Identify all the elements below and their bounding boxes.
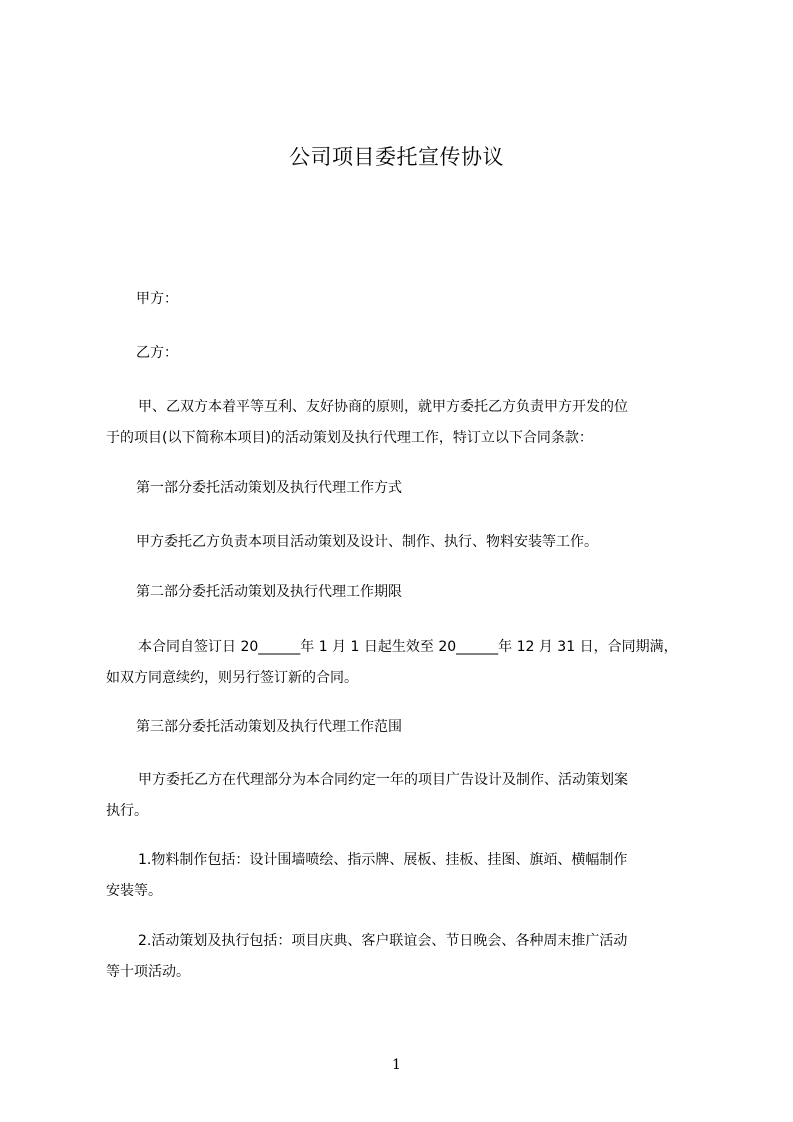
- section-3-body: [106, 765, 716, 827]
- party-b-label: [106, 338, 746, 369]
- section-2-body-line-1: 本合同自签订日 20______年 1 月 1 日起生效至 20______年 12 月 31 日，合同期满，: [138, 639, 678, 655]
- party-a-text: 甲方：: [136, 291, 178, 307]
- section-1-heading-text: 第一部分委托活动策划及执行代理工作方式: [136, 480, 402, 496]
- section-2-heading: [106, 577, 746, 608]
- section-3-heading: [106, 712, 746, 743]
- list-item-1: [106, 845, 716, 907]
- list-item-2: [106, 926, 716, 988]
- intro-line-2: 于的项目(以下简称本项目)的活动策划及执行代理工作，特订立以下合同条款：: [106, 430, 593, 446]
- section-1-heading: [106, 473, 746, 504]
- section-2-body-line-2: 如双方同意续约，则另行签订新的合同。: [106, 670, 358, 686]
- party-a-label: [106, 284, 746, 315]
- section-2-body: [106, 632, 716, 694]
- list-item-2-line-1: 2.活动策划及执行包括：项目庆典、客户联谊会、节日晚会、各种周末推广活动: [138, 933, 628, 949]
- section-1-body: [106, 527, 746, 558]
- page-number: 1: [392, 1057, 401, 1073]
- list-item-1-line-1: 1.物料制作包括：设计围墙喷绘、指示牌、展板、挂板、挂图、旗竡、横幅制作: [138, 852, 628, 868]
- list-item-2-line-2: 等十项活动。: [106, 964, 190, 980]
- party-b-text: 乙方：: [136, 345, 178, 361]
- section-1-body-text: 甲方委托乙方负责本项目活动策划及设计、制作、执行、物料安装等工作。: [136, 534, 598, 550]
- document-title: 公司项目委托宣传协议: [289, 145, 504, 169]
- section-3-body-line-1: 甲方委托乙方在代理部分为本合同约定一年的项目广告设计及制作、活动策划案: [138, 772, 628, 788]
- section-3-body-line-2: 执行。: [106, 803, 148, 819]
- list-item-1-line-2: 安装等。: [106, 883, 162, 899]
- section-3-heading-text: 第三部分委托活动策划及执行代理工作范围: [136, 719, 402, 735]
- intro-paragraph: [106, 392, 716, 454]
- section-2-heading-text: 第二部分委托活动策划及执行代理工作期限: [136, 584, 402, 600]
- intro-line-1: 甲、乙双方本着平等互利、友好协商的原则，就甲方委托乙方负责甲方开发的位: [138, 399, 628, 415]
